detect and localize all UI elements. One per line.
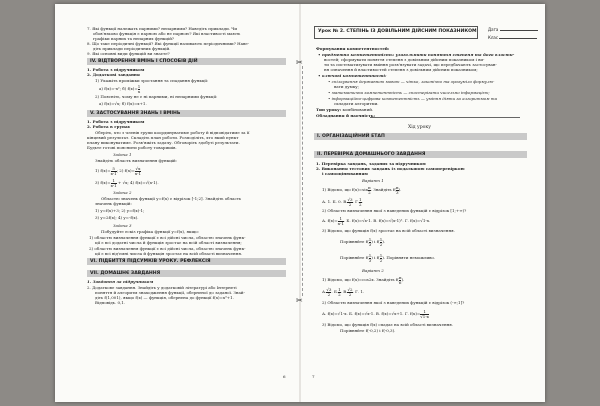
task-4-1-formulas: а) f(x)=-x²; б) f(x)= $\frac{1}{x}$ bbox=[99, 84, 141, 94]
v1-task-3-compare: Порівняйте f( $\frac{1}{3}$ ) і f( $\frac{1}{2}$ ). bbox=[340, 237, 386, 247]
subject-competency-d: ня означення й властивостей степеня з довільним дійсним показником; bbox=[324, 67, 478, 72]
question-8-cont: діть приклади періодичних функцій. bbox=[93, 46, 171, 51]
key-competencies: • ключові компетентності: bbox=[318, 73, 387, 78]
competency-digital: • інформаційно-цифрова компетентність — уміння діяти за алгоритмом та bbox=[328, 96, 497, 101]
section-header-1: I. ОРГАНІЗАЦІЙНИЙ ЕТАП bbox=[314, 133, 527, 140]
scissors-icon: ✂ bbox=[296, 58, 303, 67]
v2-task-1: 1) Відомо, що f(x)=cos2x. Знайдіть f( $\frac{\pi}{6}$ ). bbox=[322, 275, 405, 285]
problem-1-text: Знайдіть область визначення функцій: bbox=[95, 158, 178, 163]
homework-additional-b: поняття й алгоритм знаходження функції, оберненої до заданої. Знай- bbox=[95, 290, 245, 295]
v2-task-3: 3) Відомо, що функція f(x) спадає на всій області визначення. bbox=[322, 322, 454, 327]
left-page bbox=[55, 4, 300, 402]
question-9: 9. Які основні види функцій ви знаєте? bbox=[87, 51, 170, 56]
section-header-2: II. ПЕРЕВІРКА ДОМАШНЬОГО ЗАВДАННЯ bbox=[314, 151, 527, 158]
equipment-label: Обладнання й наочність: bbox=[316, 113, 375, 118]
subject-competency-c: ти та систематизувати вміння розв'язувати задачі, що передбачають застосуван- bbox=[324, 62, 497, 67]
problem-1-title: Задача 1 bbox=[113, 152, 132, 157]
v1-task-1: 1) Відомо, що f(x)=sin $\frac{\pi}{2}$ . Знайдіть f( $\frac{\pi}{3}$ ). bbox=[322, 185, 402, 195]
section-header-7: VII. ДОМАШНЄ ЗАВДАННЯ bbox=[87, 270, 286, 277]
scissors-icon: ✂ bbox=[296, 296, 303, 305]
task-4-2: 2) Поясніть, чому не є ні парними, ні непарними функції: bbox=[95, 94, 218, 99]
question-7-cont: обов'язково функція є парною або не парною? Які властивості мають bbox=[93, 31, 241, 36]
competency-language: • спілкування державною мовою — чітко, лаконічно та зрозуміло формулю- bbox=[328, 79, 495, 84]
section-header-4: IV. ВІДТВОРЕННЯ ВМІНЬ І СПОСОБІВ ДІЙ bbox=[87, 58, 286, 65]
problem-2-title: Задача 2 bbox=[113, 190, 132, 195]
lesson-type: Тип уроку: комбінований. bbox=[316, 107, 374, 112]
homework-textbook: 1. Завдання за підручником bbox=[87, 279, 154, 284]
competency-digital-b: складати алгоритми. bbox=[334, 101, 379, 106]
homework-answer: Відповідь. 0,1. bbox=[95, 300, 126, 305]
v2-task-2: 2) Областю визначення якої з наведених функцій є відрізок (-∞;1]? bbox=[322, 300, 465, 305]
variant-2-title: Варіант 2 bbox=[362, 268, 384, 273]
subject-competency-b: востей; сформувати поняття степеня з довільним дійсним показником і ви- bbox=[324, 57, 485, 62]
check-tests: 2. Виконання тестових завдань із подальшою самоперевіркою bbox=[316, 166, 465, 171]
v2-task-2-answers: А. f(x)=√1-x. Б. f(x)=√x-1. В. f(x)=√x+1. Г. f(x)= $\frac{1}{√1-x}$ bbox=[322, 309, 429, 319]
task-textbook-5: 1. Робота з підручником bbox=[87, 119, 145, 124]
check-textbook: 1. Перевірка завдань, заданих за підручником bbox=[316, 161, 426, 166]
homework-additional-c: діть f(1,001), якщо f(x) — функція, обернена до функції f(x)=x³+1. bbox=[95, 295, 234, 300]
v1-task-3: 3) Відомо, що функція f(x) зростає на всій області визначення. bbox=[322, 228, 455, 233]
competency-language-b: вати думку; bbox=[334, 84, 359, 89]
class-field[interactable]: Клас bbox=[488, 34, 537, 40]
v1-task-2-answers: А. f(x)= $\frac{1}{x-1}$ . Б. f(x)=√x-1. В. f(x)=√(x-1)². Г. f(x)=√1-x. bbox=[322, 216, 431, 226]
problem-1-formulas-a: 1) f(x)= $\frac{5}{x-1}$ ; 2) f(x)= $\frac{√x}{x-1}$ bbox=[95, 166, 141, 176]
task-4-1: 1) Укажіть проміжки зростання та спадання функції: bbox=[95, 78, 209, 83]
lesson-title: Урок № 2. СТЕПІНЬ ІЗ ДОВІЛЬНИМ ДІЙСНИМ ПОКАЗНИКОМ bbox=[318, 29, 477, 34]
task-additional-4: 2. Додаткові завдання bbox=[87, 72, 140, 77]
problem-3-text: Побудуйте ескіз графіка функції y=f(x), якщо: bbox=[101, 229, 200, 234]
problem-3-cond-1: 1) областю визначення функції є всі дійсні числа, областю значень функ- bbox=[89, 235, 246, 240]
problem-3-cond-1b: ції є всі додатні числа й функція зростає на всій області визначення; bbox=[95, 240, 242, 245]
subject-competency: • предметна компетентність: узагальнити поняття степеня та його власти- bbox=[318, 52, 515, 57]
v1-task-3-compare-b: Порівняйте f( $\frac{1}{3}$ ) і f( $\frac{1}{2}$ ). Порівняти неможливо. bbox=[340, 253, 436, 263]
right-page bbox=[296, 4, 545, 402]
problem-2-text-cont: значень функцій: bbox=[95, 201, 132, 206]
problem-2-formulas-b: 3) y=2f(x); 4) y=-f(x). bbox=[95, 215, 139, 220]
task-4-2-formulas: а) f(x)=√x; б) f(x)=x+1. bbox=[99, 101, 147, 106]
v2-task-1-answers: А. $\frac{√3}{2}$ . Б. $\frac{1}{2}$ . В. $\frac{√2}{2}$ . Г. 1. bbox=[322, 287, 365, 297]
question-7-cont2: графіки парних та непарних функцій? bbox=[93, 36, 175, 41]
problem-2-formulas-a: 1) y=f(x)+3; 2) y=f(x)-1; bbox=[95, 208, 145, 213]
v1-task-1-answers: А. 1. Б. 0. В. $\frac{√3}{2}$ . Г. $\frac{1}{2}$ . bbox=[322, 197, 363, 207]
book-spread bbox=[55, 4, 545, 402]
homework-additional: 2. Додаткове завдання. Знайдіть у додатковій літературі або Інтернеті bbox=[87, 285, 237, 290]
task-groups-5: 2. Робота в групах bbox=[87, 124, 130, 129]
question-7: 7. Які функції належать парними? непарними? Наведіть приклади. Чи bbox=[87, 26, 238, 31]
group-instruction-1: Оберіть, хто з членів групи координуватиме роботу й відповідатиме за її bbox=[95, 130, 250, 135]
group-instruction-4: Будьте готові пояснити роботу товаришів. bbox=[87, 145, 177, 150]
date-field[interactable]: Дата bbox=[488, 26, 538, 32]
v1-task-2: 2) Областю визначення якої з наведених функцій є відрізок [1;+∞)? bbox=[322, 208, 467, 213]
equipment-line bbox=[370, 117, 520, 118]
variant-1-title: Варіант 1 bbox=[362, 178, 384, 183]
lesson-course-title: Хід уроку bbox=[408, 125, 432, 130]
cut-line bbox=[302, 66, 303, 296]
problem-3-cond-2b: ції є всі від'ємні числа й функція зростає на всій області визначення. bbox=[95, 251, 243, 256]
section-header-6: VI. ПІДБИТТЯ ПІДСУМКІВ УРОКУ. РЕФЛЕКСІЯ bbox=[87, 258, 286, 265]
problem-3-title: Задача 3 bbox=[113, 223, 132, 228]
competencies-heading: Формування компетентностей: bbox=[316, 46, 390, 51]
group-instruction-2: кінцевий результат. Складіть план роботи. Розподіліть, хто який пункт bbox=[87, 135, 239, 140]
problem-3-cond-2: 2) областю визначення функції є всі дійсні числа, областю значень функ- bbox=[89, 246, 246, 251]
problem-2-text: Областю значень функції y=f(x) є відрізок [-1;2]. Знайдіть область bbox=[101, 196, 242, 201]
competency-math: • математична компетентність — спостерігати чисельно інформацією; bbox=[328, 90, 490, 95]
section-header-5: V. ЗАСТОСУВАННЯ ЗНАНЬ І ВМІНЬ bbox=[87, 110, 286, 117]
task-textbook-4: 1. Робота з підручником bbox=[87, 67, 145, 72]
problem-1-formulas-b: 3) f(x)= $\frac{1}{x-1}$ + √x; 4) f(x)=√(x-1). bbox=[95, 178, 159, 188]
v2-task-3-compare: Порівняйте f(-0,2) і f(-0,3). bbox=[340, 328, 396, 333]
check-tests-b: і самооцінюванням bbox=[322, 171, 368, 176]
page-number-left: 6 bbox=[283, 374, 286, 379]
question-8: 8. Що таке періодичні функції? Які функції називають періодичними? Наве- bbox=[87, 41, 249, 46]
page-number-right: 7 bbox=[312, 374, 315, 379]
group-instruction-3: плану виконуватиме. Розв'яжіть задачу. Обговоріть здобуті результати. bbox=[87, 140, 240, 145]
